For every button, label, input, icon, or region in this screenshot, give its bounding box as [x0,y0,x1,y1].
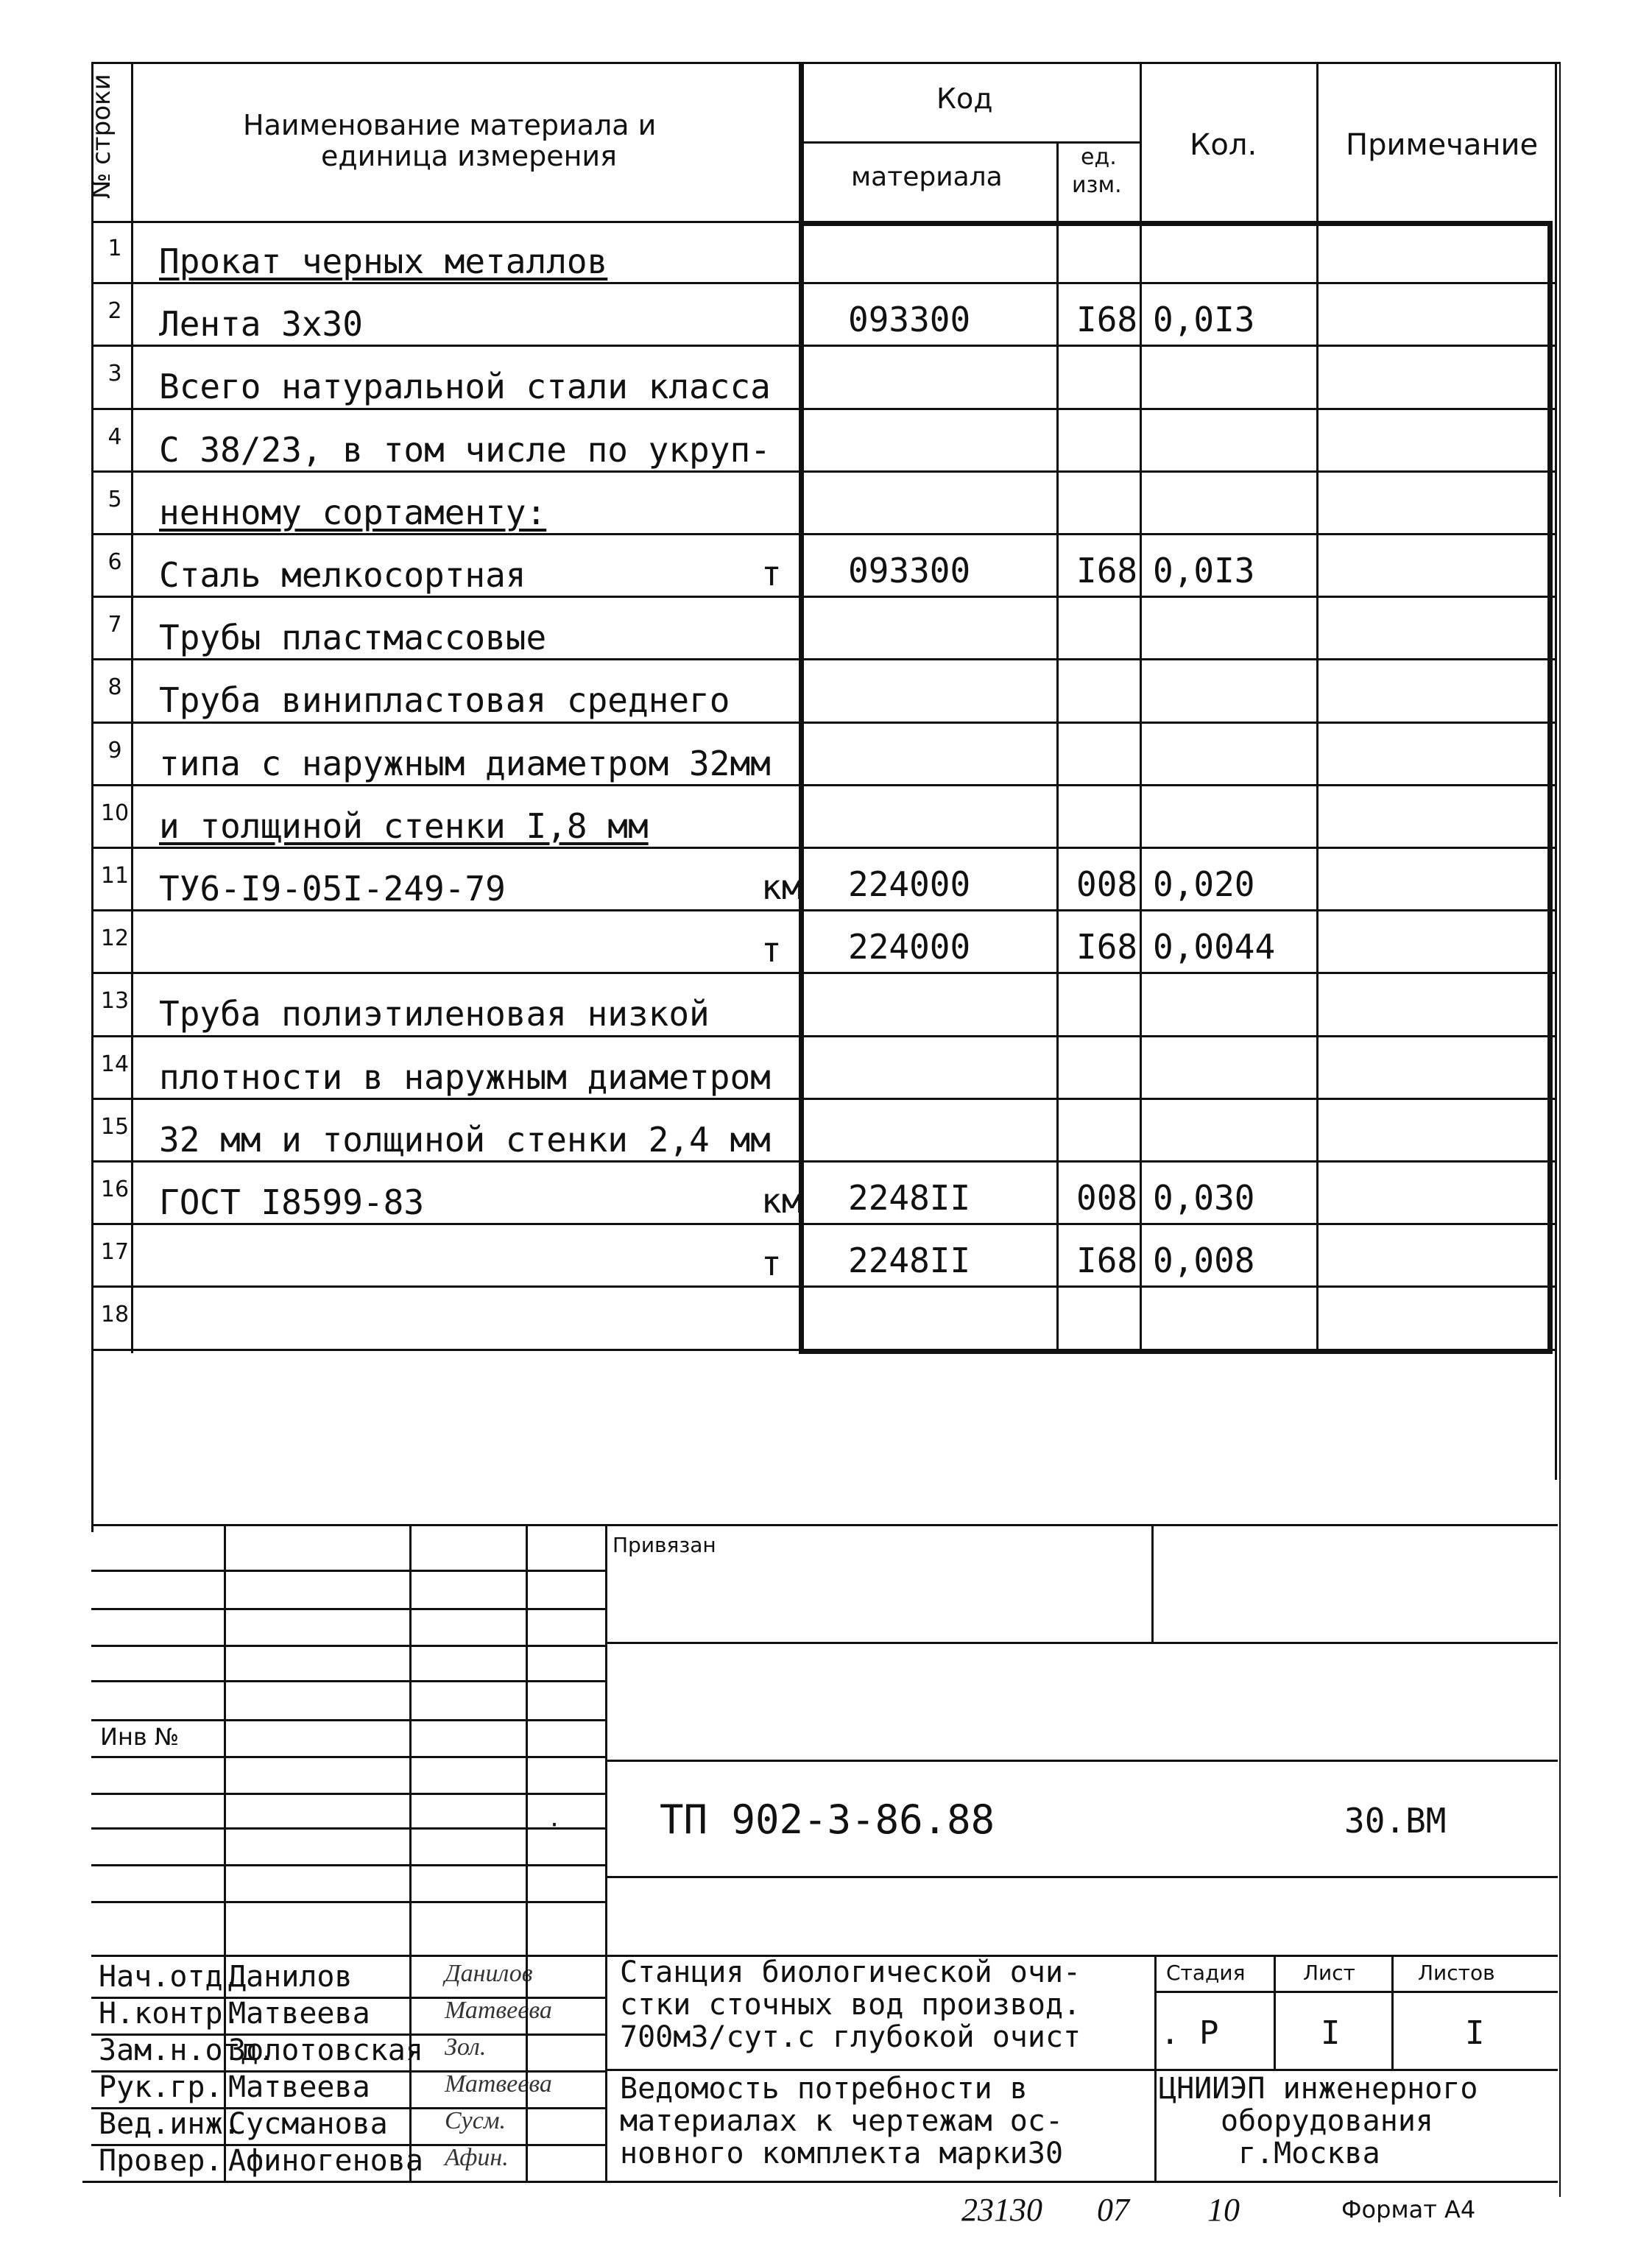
title-line-1: Станция биологической очи- [620,1955,1081,1989]
quantity: 0,0I3 [1153,300,1255,340]
stage-label: Стадия [1166,1961,1246,1985]
desc-line-1: Ведомость потребности в [620,2072,1028,2106]
material-name: Лента 3х30 [159,304,363,345]
signer-name: Матвеева [228,1997,370,2031]
footer-num3: 10 [1207,2192,1240,2228]
table-body-bottom-bold [799,1349,1553,1354]
signer-row [91,2142,607,2179]
material-code: 224000 [848,864,971,904]
material-name: 32 мм и толщиной стенки 2,4 мм [159,1119,771,1160]
stamp-left-line-9 [91,1864,607,1866]
row-number-header: № строки [87,74,116,199]
row-number: 4 [107,423,122,450]
signer-role: Провер. [99,2144,223,2178]
row-number: 11 [100,863,130,889]
table-top-border [91,62,1560,64]
stage-value: . Р [1160,2014,1219,2052]
code-material-header: материала [851,162,1003,192]
title-right-split [1154,1955,1157,2183]
unit-code: I68 [1076,927,1138,967]
signature: Матвеева [445,2070,552,2098]
material-name: Трубы пластмассовые [159,618,547,658]
table-row [91,535,1555,597]
table-row [91,1099,1555,1162]
signer-name: Сусманова [228,2107,388,2141]
stamp-bottom-line [82,2181,1558,2183]
unit-code: 008 [1076,1178,1138,1218]
note-header: Примечание [1346,128,1539,162]
signer-role: Вед.инж. [99,2107,241,2141]
org-line-2: оборудования [1221,2104,1433,2138]
privyazan-bottom-line [605,1642,1558,1644]
signer-role: Нач.отд. [99,1960,241,1994]
row-number: 6 [107,549,122,575]
unit: км [761,1181,802,1221]
table-row [91,723,1555,786]
table-right-border [1555,62,1557,1480]
quantity: 0,020 [1153,864,1255,904]
row-number: 1 [107,236,122,261]
material-code: 2248II [848,1241,971,1281]
material-name: Сталь мелкосортная [159,555,526,595]
unit: км [761,867,802,907]
table-row [91,409,1555,472]
title-line-2: стки сточных вод производ. [620,1988,1081,2022]
signature: Сусм. [445,2107,506,2134]
inv-no-label: Инв № [100,1723,180,1751]
privyazan-label: Привязан [613,1533,716,1557]
unit-code: I68 [1076,551,1138,590]
signer-name: Матвеева [228,2070,370,2104]
sheets-value: I [1465,2014,1485,2052]
right-margin-line [1559,62,1561,2197]
code-unit-header-line1: ед. [1081,144,1117,170]
stamp-left-line-8 [91,1827,607,1830]
material-name: ненному сортаменту: [159,492,547,532]
unit-code: 008 [1076,864,1138,904]
quantity: 0,0044 [1153,927,1276,967]
table-row [91,283,1555,346]
table-row [91,911,1555,973]
signature: Зол. [445,2034,487,2061]
sheet-label: Лист [1303,1961,1355,1985]
row-number: 17 [100,1239,130,1266]
privyazan-split-line [1151,1524,1154,1642]
unit: т [761,1244,782,1284]
material-code: 093300 [848,300,971,340]
row-number: 3 [107,361,122,387]
material-name: Прокат черных металлов [159,241,608,281]
table-row [91,1037,1555,1099]
code-subheader-line [799,141,1142,144]
row-number: 13 [100,988,130,1015]
doc-code-bottom-line [605,1876,1558,1878]
name-header-line1: Наименование материала и [243,109,657,141]
sheet-sheets-split [1391,1955,1394,2069]
quantity: 0,008 [1153,1241,1255,1281]
code-unit-header-line2: изм. [1072,172,1122,198]
row-number: 2 [107,298,122,325]
table-row [91,221,1555,283]
signer-role: Зам.н.отд. [99,2034,276,2067]
stamp-left-line-7 [91,1793,607,1795]
row-number: 10 [100,800,130,826]
doc-mark: 30.ВМ [1344,1801,1447,1841]
table-row [91,848,1555,911]
dot-mark: · [548,1813,562,1838]
stage-sheet-split [1274,1955,1276,2069]
row-number: 15 [100,1113,130,1140]
signer-row [91,2069,607,2106]
table-row [91,1287,1555,1350]
signature: Данилов [445,1960,533,1987]
material-name: плотности в наружным диаметром [159,1057,771,1097]
signer-row [91,2106,607,2142]
doc-code-top-line [605,1760,1558,1762]
format-label: Формат А4 [1341,2195,1476,2223]
name-header-line2: единица измерения [321,140,617,172]
title-line-3: 700м3/сут.с глубокой очист [620,2020,1081,2054]
row-number: 18 [100,1302,130,1328]
stamp-left-line-2 [91,1608,607,1610]
signer-row [91,2032,607,2069]
code-header: Код [936,82,993,115]
row-number: 7 [107,612,122,638]
material-name: типа с наружным диаметром 32мм [159,743,771,783]
table-row [91,786,1555,848]
stamp-left-line-5 [91,1719,607,1721]
material-code: 093300 [848,551,971,590]
table-row [91,472,1555,535]
material-name: Труба полиэтиленовая низкой [159,994,710,1034]
unit-code: I68 [1076,1241,1138,1281]
signer-row [91,1958,607,1995]
material-name: ГОСТ I8599-83 [159,1182,425,1222]
sheet-value: I [1321,2014,1341,2052]
quantity: 0,0I3 [1153,551,1255,590]
material-name: Всего натуральной стали класса [159,367,771,407]
table-row [91,1224,1555,1287]
signer-name: Афиногенова [228,2144,423,2178]
signer-role: Н.контр. [99,1997,241,2031]
material-name: Труба винипластовая среднего [159,680,730,721]
material-name: и толщиной стенки I,8 мм [159,805,649,846]
signer-name: Данилов [228,1960,353,1994]
unit: т [761,554,782,593]
stamp-left-line-10 [91,1901,607,1903]
material-name: С 38/23, в том числе по укруп- [159,429,771,470]
row-number: 8 [107,674,122,701]
table-row [91,346,1555,409]
unit: т [761,930,782,970]
signature: Матвеева [445,1997,552,2024]
row-number: 14 [100,1051,130,1077]
material-code: 2248II [848,1178,971,1218]
material-name: ТУ6-I9-05I-249-79 [159,869,506,909]
table-row [91,660,1555,722]
desc-line-3: новного комплекта марки30 [620,2137,1064,2170]
stamp-left-line-6 [91,1756,607,1758]
footer-num2: 07 [1097,2192,1129,2228]
desc-line-2: материалах к чертежам ос- [620,2104,1064,2138]
table-row [91,973,1555,1036]
stamp-left-line-1 [91,1570,607,1572]
table-row [91,597,1555,660]
signer-name: Золотовская [228,2034,423,2067]
org-line-3: г.Москва [1238,2137,1380,2170]
signature: Афин. [445,2144,509,2171]
quantity: 0,030 [1153,1178,1255,1218]
doc-code: ТП 902-3-86.88 [660,1796,995,1843]
signer-role: Рук.гр. [99,2070,223,2104]
row-number: 5 [107,486,122,512]
stamp-left-line-4 [91,1680,607,1682]
stamp-left-line-3 [91,1645,607,1647]
stage-label-bottom-line [1154,1991,1558,1993]
title-desc-split-line [605,2069,1558,2071]
row-number: 16 [100,1177,130,1202]
qty-header: Кол. [1190,128,1257,162]
row-number: 9 [107,737,122,763]
row-number: 12 [100,925,130,952]
sheets-label: Листов [1418,1961,1495,1985]
table-row [91,1162,1555,1224]
unit-code: I68 [1076,300,1138,340]
material-code: 224000 [848,927,971,967]
org-line-1: ЦНИИЭП инженерного [1159,2072,1478,2106]
stamp-top-line [91,1524,1558,1526]
footer-number: 23130 [961,2192,1042,2228]
signer-row [91,1995,607,2032]
